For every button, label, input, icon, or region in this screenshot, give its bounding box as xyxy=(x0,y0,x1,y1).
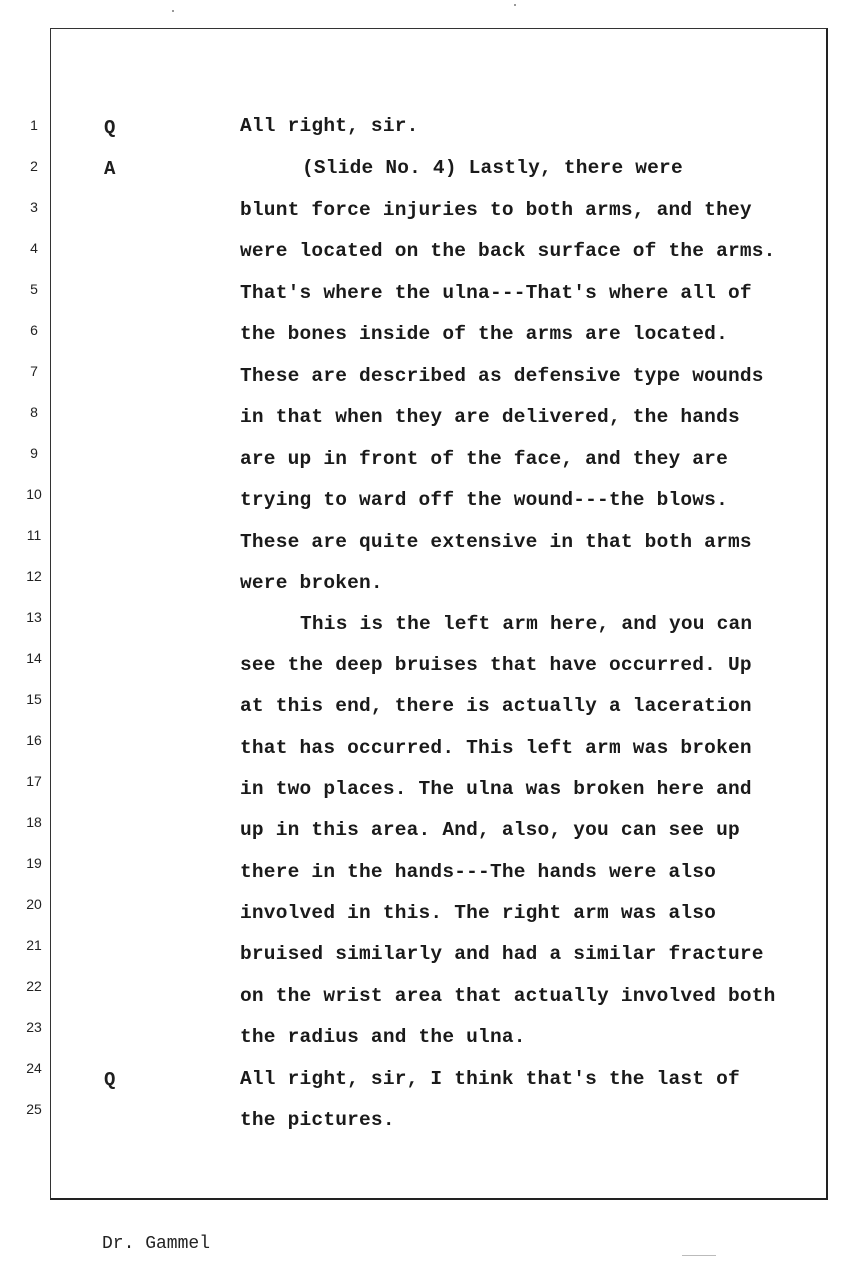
line-number: 18 xyxy=(26,814,42,830)
line-number: 16 xyxy=(26,732,42,748)
line-number: 21 xyxy=(26,937,42,953)
line-number: 5 xyxy=(30,281,38,297)
transcript-line: These are quite extensive in that both arms xyxy=(240,531,752,553)
speaker-question: Q xyxy=(104,1069,116,1091)
speaker-question: Q xyxy=(104,117,116,139)
transcript-line: the bones inside of the arms are located. xyxy=(240,323,728,345)
line-number: 15 xyxy=(26,691,42,707)
transcript-line: the pictures. xyxy=(240,1109,395,1131)
line-number: 14 xyxy=(26,650,42,666)
line-number: 23 xyxy=(26,1019,42,1035)
transcript-line: That's where the ulna---That's where all of xyxy=(240,282,752,304)
transcript-line: are up in front of the face, and they are xyxy=(240,448,728,470)
line-number: 8 xyxy=(30,404,38,420)
transcript-line: trying to ward off the wound---the blows. xyxy=(240,489,728,511)
line-number: 20 xyxy=(26,896,42,912)
transcript-line: bruised similarly and had a similar fracture xyxy=(240,943,764,965)
line-number: 13 xyxy=(26,609,42,625)
transcript-line: were broken. xyxy=(240,572,383,594)
transcript-line: blunt force injuries to both arms, and they xyxy=(240,199,752,221)
transcript-line: in two places. The ulna was broken here and xyxy=(240,778,752,800)
transcript-line: that has occurred. This left arm was broken xyxy=(240,737,752,759)
line-number: 19 xyxy=(26,855,42,871)
line-number: 9 xyxy=(30,445,38,461)
line-number: 7 xyxy=(30,363,38,379)
line-number: 4 xyxy=(30,240,38,256)
transcript-line: All right, sir. xyxy=(240,115,419,137)
line-number: 25 xyxy=(26,1101,42,1117)
transcript-line: were located on the back surface of the arms. xyxy=(240,240,776,262)
line-number: 12 xyxy=(26,568,42,584)
line-number: 1 xyxy=(30,117,38,133)
transcript-line: on the wrist area that actually involved both xyxy=(240,985,776,1007)
line-number: 3 xyxy=(30,199,38,215)
transcript-line: the radius and the ulna. xyxy=(240,1026,526,1048)
transcript-line: at this end, there is actually a laceration xyxy=(240,695,752,717)
transcript-line: These are described as defensive type wounds xyxy=(240,365,764,387)
scan-speck xyxy=(172,10,174,12)
transcript-line: see the deep bruises that have occurred. Up xyxy=(240,654,752,676)
transcript-line: (Slide No. 4) Lastly, there were xyxy=(302,157,683,179)
line-number: 11 xyxy=(26,527,42,543)
transcript-line: in that when they are delivered, the hands xyxy=(240,406,740,428)
transcript-line: involved in this. The right arm was also xyxy=(240,902,717,924)
transcript-line: This is the left arm here, and you can xyxy=(300,613,753,635)
transcript-line: All right, sir, I think that's the last of xyxy=(240,1068,740,1090)
line-number: 17 xyxy=(26,773,42,789)
line-number: 10 xyxy=(26,486,42,502)
scan-speck xyxy=(514,4,516,6)
speaker-answer: A xyxy=(104,158,116,180)
transcript-line: there in the hands---The hands were also xyxy=(240,861,717,883)
line-number: 24 xyxy=(26,1060,42,1076)
transcript-line: up in this area. And, also, you can see up xyxy=(240,819,740,841)
witness-name-footer: Dr. Gammel xyxy=(102,1234,211,1254)
line-number: 6 xyxy=(30,322,38,338)
scan-smudge xyxy=(682,1255,716,1256)
line-number: 22 xyxy=(26,978,42,994)
line-number: 2 xyxy=(30,158,38,174)
